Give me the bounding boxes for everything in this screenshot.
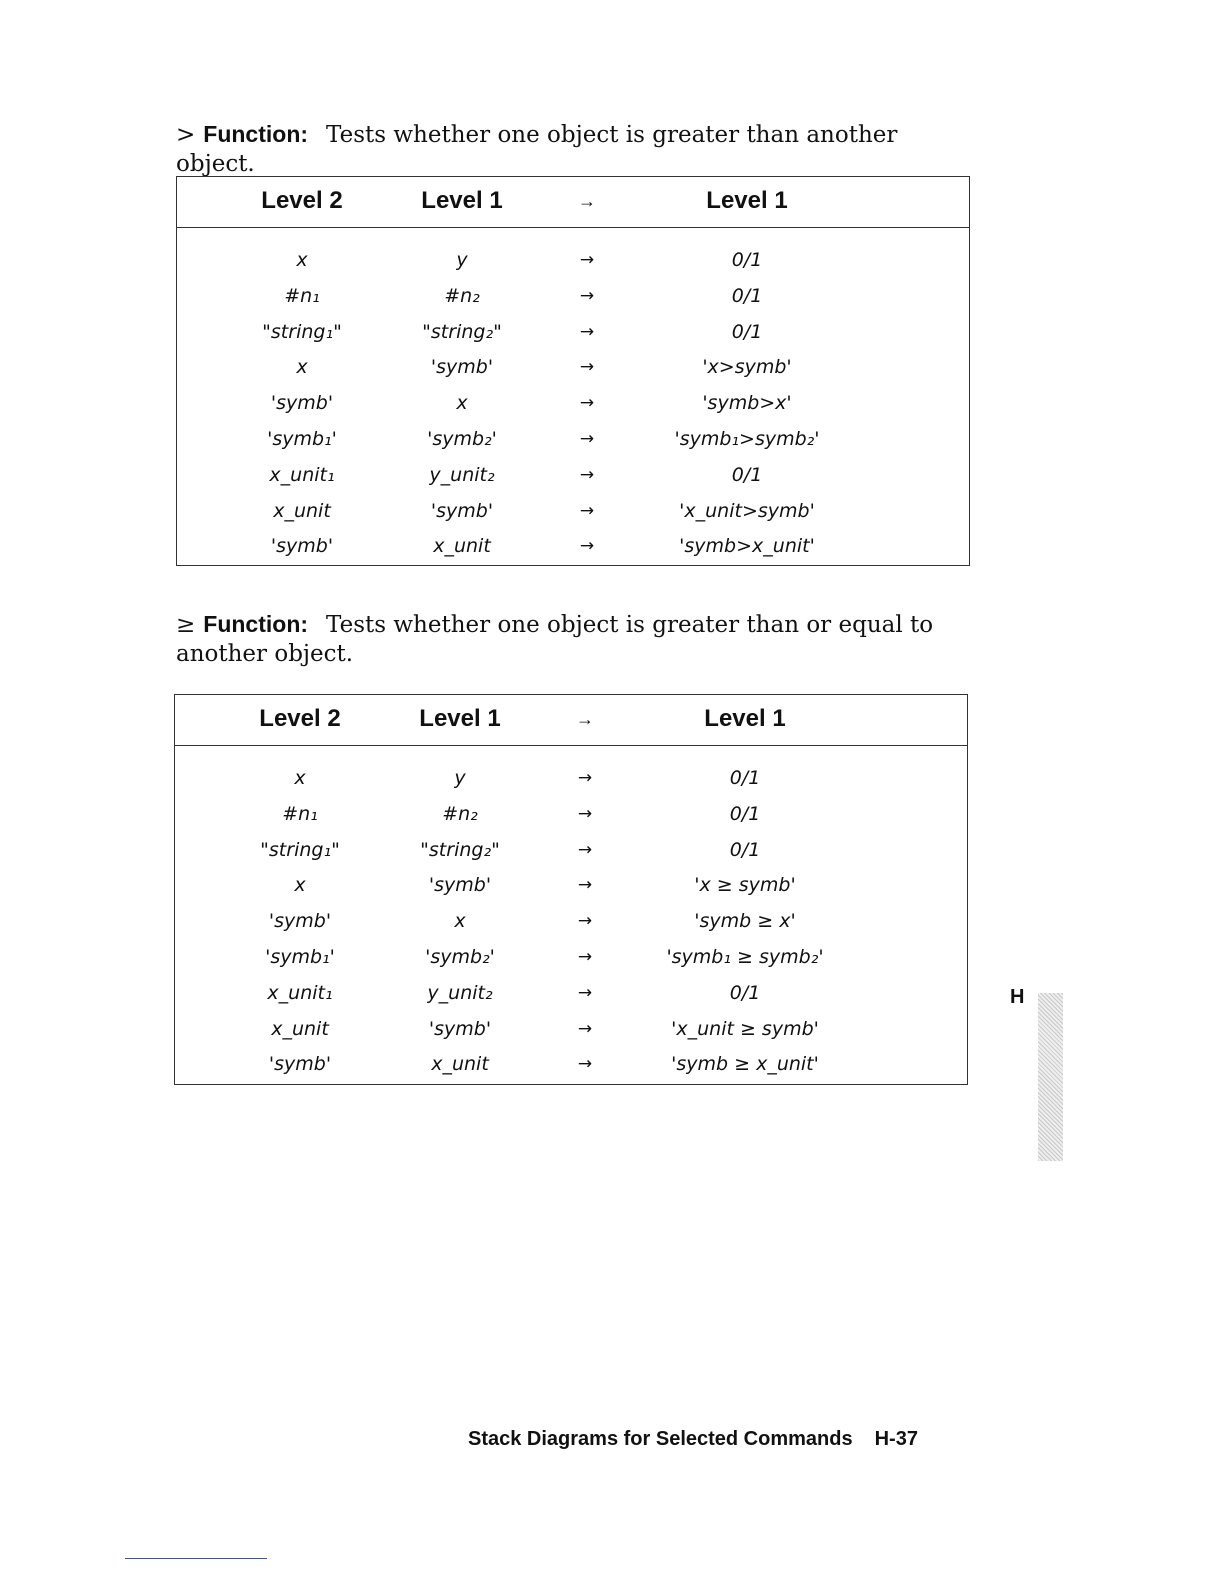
table-row bbox=[177, 314, 969, 350]
level2-cell: "string₁" bbox=[262, 320, 342, 343]
arrow-cell: → bbox=[579, 285, 595, 306]
level2-cell: 'symb' bbox=[268, 910, 332, 933]
appendix-tab-letter: H bbox=[1010, 986, 1025, 1008]
level1-cell: #n₂ bbox=[444, 284, 480, 307]
level1-cell: y_unit₂ bbox=[429, 463, 495, 486]
level2-cell: x_unit₁ bbox=[267, 981, 333, 1004]
result-cell: 'x>symb' bbox=[702, 356, 792, 379]
result-cell: 0/1 bbox=[731, 463, 763, 486]
level1-cell: x_unit bbox=[433, 535, 491, 558]
table-row bbox=[177, 421, 969, 457]
level2-cell: x bbox=[294, 767, 306, 789]
arrow-cell: → bbox=[577, 768, 593, 788]
result-cell: 0/1 bbox=[729, 767, 761, 789]
result-cell: 'symb ≥ x_unit' bbox=[671, 1053, 819, 1076]
arrow-cell: → bbox=[579, 357, 595, 378]
table-row bbox=[175, 796, 967, 832]
result-cell: 'symb₁>symb₂' bbox=[674, 427, 820, 450]
level2-cell: 'symb' bbox=[268, 1053, 332, 1076]
level1-cell: 'symb' bbox=[430, 356, 494, 379]
level1-cell: x bbox=[456, 392, 468, 415]
level2-cell: x bbox=[296, 249, 308, 271]
arrow-cell: → bbox=[577, 839, 593, 860]
level1-cell: y_unit₂ bbox=[427, 981, 493, 1004]
table-row bbox=[177, 528, 969, 564]
operator-symbol: ≥ bbox=[176, 612, 196, 638]
table-body bbox=[175, 746, 967, 1082]
level1-cell: 'symb' bbox=[428, 874, 492, 897]
result-cell: 0/1 bbox=[729, 802, 761, 825]
table-row bbox=[175, 939, 967, 975]
result-cell: 0/1 bbox=[731, 320, 763, 343]
table-row bbox=[175, 903, 967, 939]
level2-cell: x_unit bbox=[273, 499, 331, 522]
page-number: H-37 bbox=[874, 1428, 918, 1450]
footer-title: Stack Diagrams for Selected Commands bbox=[468, 1428, 853, 1450]
level2-cell: #n₁ bbox=[284, 284, 320, 307]
table-row bbox=[177, 385, 969, 421]
table-row bbox=[177, 242, 969, 278]
level2-cell: 'symb' bbox=[270, 535, 334, 558]
level1-cell: #n₂ bbox=[442, 802, 478, 825]
divider bbox=[125, 1558, 267, 1559]
level2-cell: x_unit₁ bbox=[269, 463, 335, 486]
header-level-1-output: Level 1 bbox=[704, 705, 786, 732]
level2-cell: "string₁" bbox=[260, 838, 340, 861]
header-level-2: Level 2 bbox=[259, 705, 341, 732]
arrow-cell: → bbox=[579, 536, 595, 557]
arrow-cell: → bbox=[579, 393, 595, 414]
level2-cell: #n₁ bbox=[282, 802, 318, 825]
level1-cell: "string₂" bbox=[422, 320, 502, 343]
table-row bbox=[175, 832, 967, 868]
table-row bbox=[175, 975, 967, 1011]
result-cell: 'x_unit>symb' bbox=[679, 499, 815, 522]
result-cell: 'symb₁ ≥ symb₂' bbox=[666, 945, 824, 968]
arrow-cell: → bbox=[579, 464, 595, 485]
table-header bbox=[177, 177, 969, 228]
arrow-cell: → bbox=[577, 1054, 593, 1075]
table-row bbox=[177, 457, 969, 493]
level1-cell: x bbox=[454, 910, 466, 933]
level1-cell: y bbox=[454, 767, 466, 789]
arrow-cell: → bbox=[577, 982, 593, 1003]
appendix-tab-band bbox=[1038, 993, 1063, 1161]
page-footer bbox=[468, 1428, 918, 1451]
function-keyword: Function: bbox=[203, 611, 309, 637]
function-keyword: Function: bbox=[203, 121, 309, 147]
header-level-2: Level 2 bbox=[261, 187, 343, 214]
level1-cell: x_unit bbox=[431, 1053, 489, 1076]
table-row bbox=[177, 278, 969, 314]
table-row bbox=[177, 493, 969, 529]
arrow-cell: → bbox=[579, 250, 595, 270]
level2-cell: 'symb' bbox=[270, 392, 334, 415]
level2-cell: 'symb₁' bbox=[265, 945, 335, 968]
table-row bbox=[175, 1046, 967, 1082]
arrow-cell: → bbox=[577, 911, 593, 932]
result-cell: 0/1 bbox=[731, 284, 763, 307]
table-header bbox=[175, 695, 967, 746]
header-level-1-input: Level 1 bbox=[419, 705, 501, 732]
arrow-cell: → bbox=[579, 500, 595, 521]
arrow-cell: → bbox=[577, 803, 593, 824]
arrow-cell: → bbox=[579, 428, 595, 449]
header-arrow: → bbox=[576, 709, 594, 729]
stack-diagram-table bbox=[174, 694, 968, 1085]
arrow-cell: → bbox=[577, 875, 593, 896]
header-level-1-input: Level 1 bbox=[421, 187, 503, 214]
level1-cell: 'symb₂' bbox=[425, 945, 495, 968]
table-row bbox=[175, 867, 967, 903]
result-cell: 'x_unit ≥ symb' bbox=[671, 1017, 819, 1040]
level2-cell: x bbox=[294, 874, 306, 897]
operator-symbol: > bbox=[176, 122, 196, 148]
header-arrow: → bbox=[578, 191, 596, 211]
level2-cell: x bbox=[296, 356, 308, 379]
header-level-1-output: Level 1 bbox=[706, 187, 788, 214]
function-description: Tests whether one object is greater than another object. bbox=[176, 122, 898, 177]
result-cell: 'symb>x_unit' bbox=[679, 535, 815, 558]
result-cell: 0/1 bbox=[729, 981, 761, 1004]
level1-cell: "string₂" bbox=[420, 838, 500, 861]
table-body bbox=[177, 228, 969, 564]
arrow-cell: → bbox=[577, 1018, 593, 1039]
level1-cell: 'symb' bbox=[428, 1017, 492, 1040]
function-description: Tests whether one object is greater than or equal to another object. bbox=[176, 612, 934, 667]
stack-diagram-table bbox=[176, 176, 970, 566]
arrow-cell: → bbox=[579, 321, 595, 342]
result-cell: 0/1 bbox=[731, 249, 763, 271]
result-cell: 'symb ≥ x' bbox=[694, 910, 796, 933]
level1-cell: 'symb₂' bbox=[427, 427, 497, 450]
result-cell: 'symb>x' bbox=[702, 392, 792, 415]
section-heading bbox=[176, 610, 936, 669]
table-row bbox=[175, 760, 967, 796]
table-row bbox=[175, 1011, 967, 1047]
result-cell: 0/1 bbox=[729, 838, 761, 861]
table-row bbox=[177, 349, 969, 385]
level2-cell: x_unit bbox=[271, 1017, 329, 1040]
level2-cell: 'symb₁' bbox=[267, 427, 337, 450]
section-heading bbox=[176, 120, 936, 179]
level1-cell: 'symb' bbox=[430, 499, 494, 522]
result-cell: 'x ≥ symb' bbox=[694, 874, 796, 897]
arrow-cell: → bbox=[577, 946, 593, 967]
level1-cell: y bbox=[456, 249, 468, 271]
